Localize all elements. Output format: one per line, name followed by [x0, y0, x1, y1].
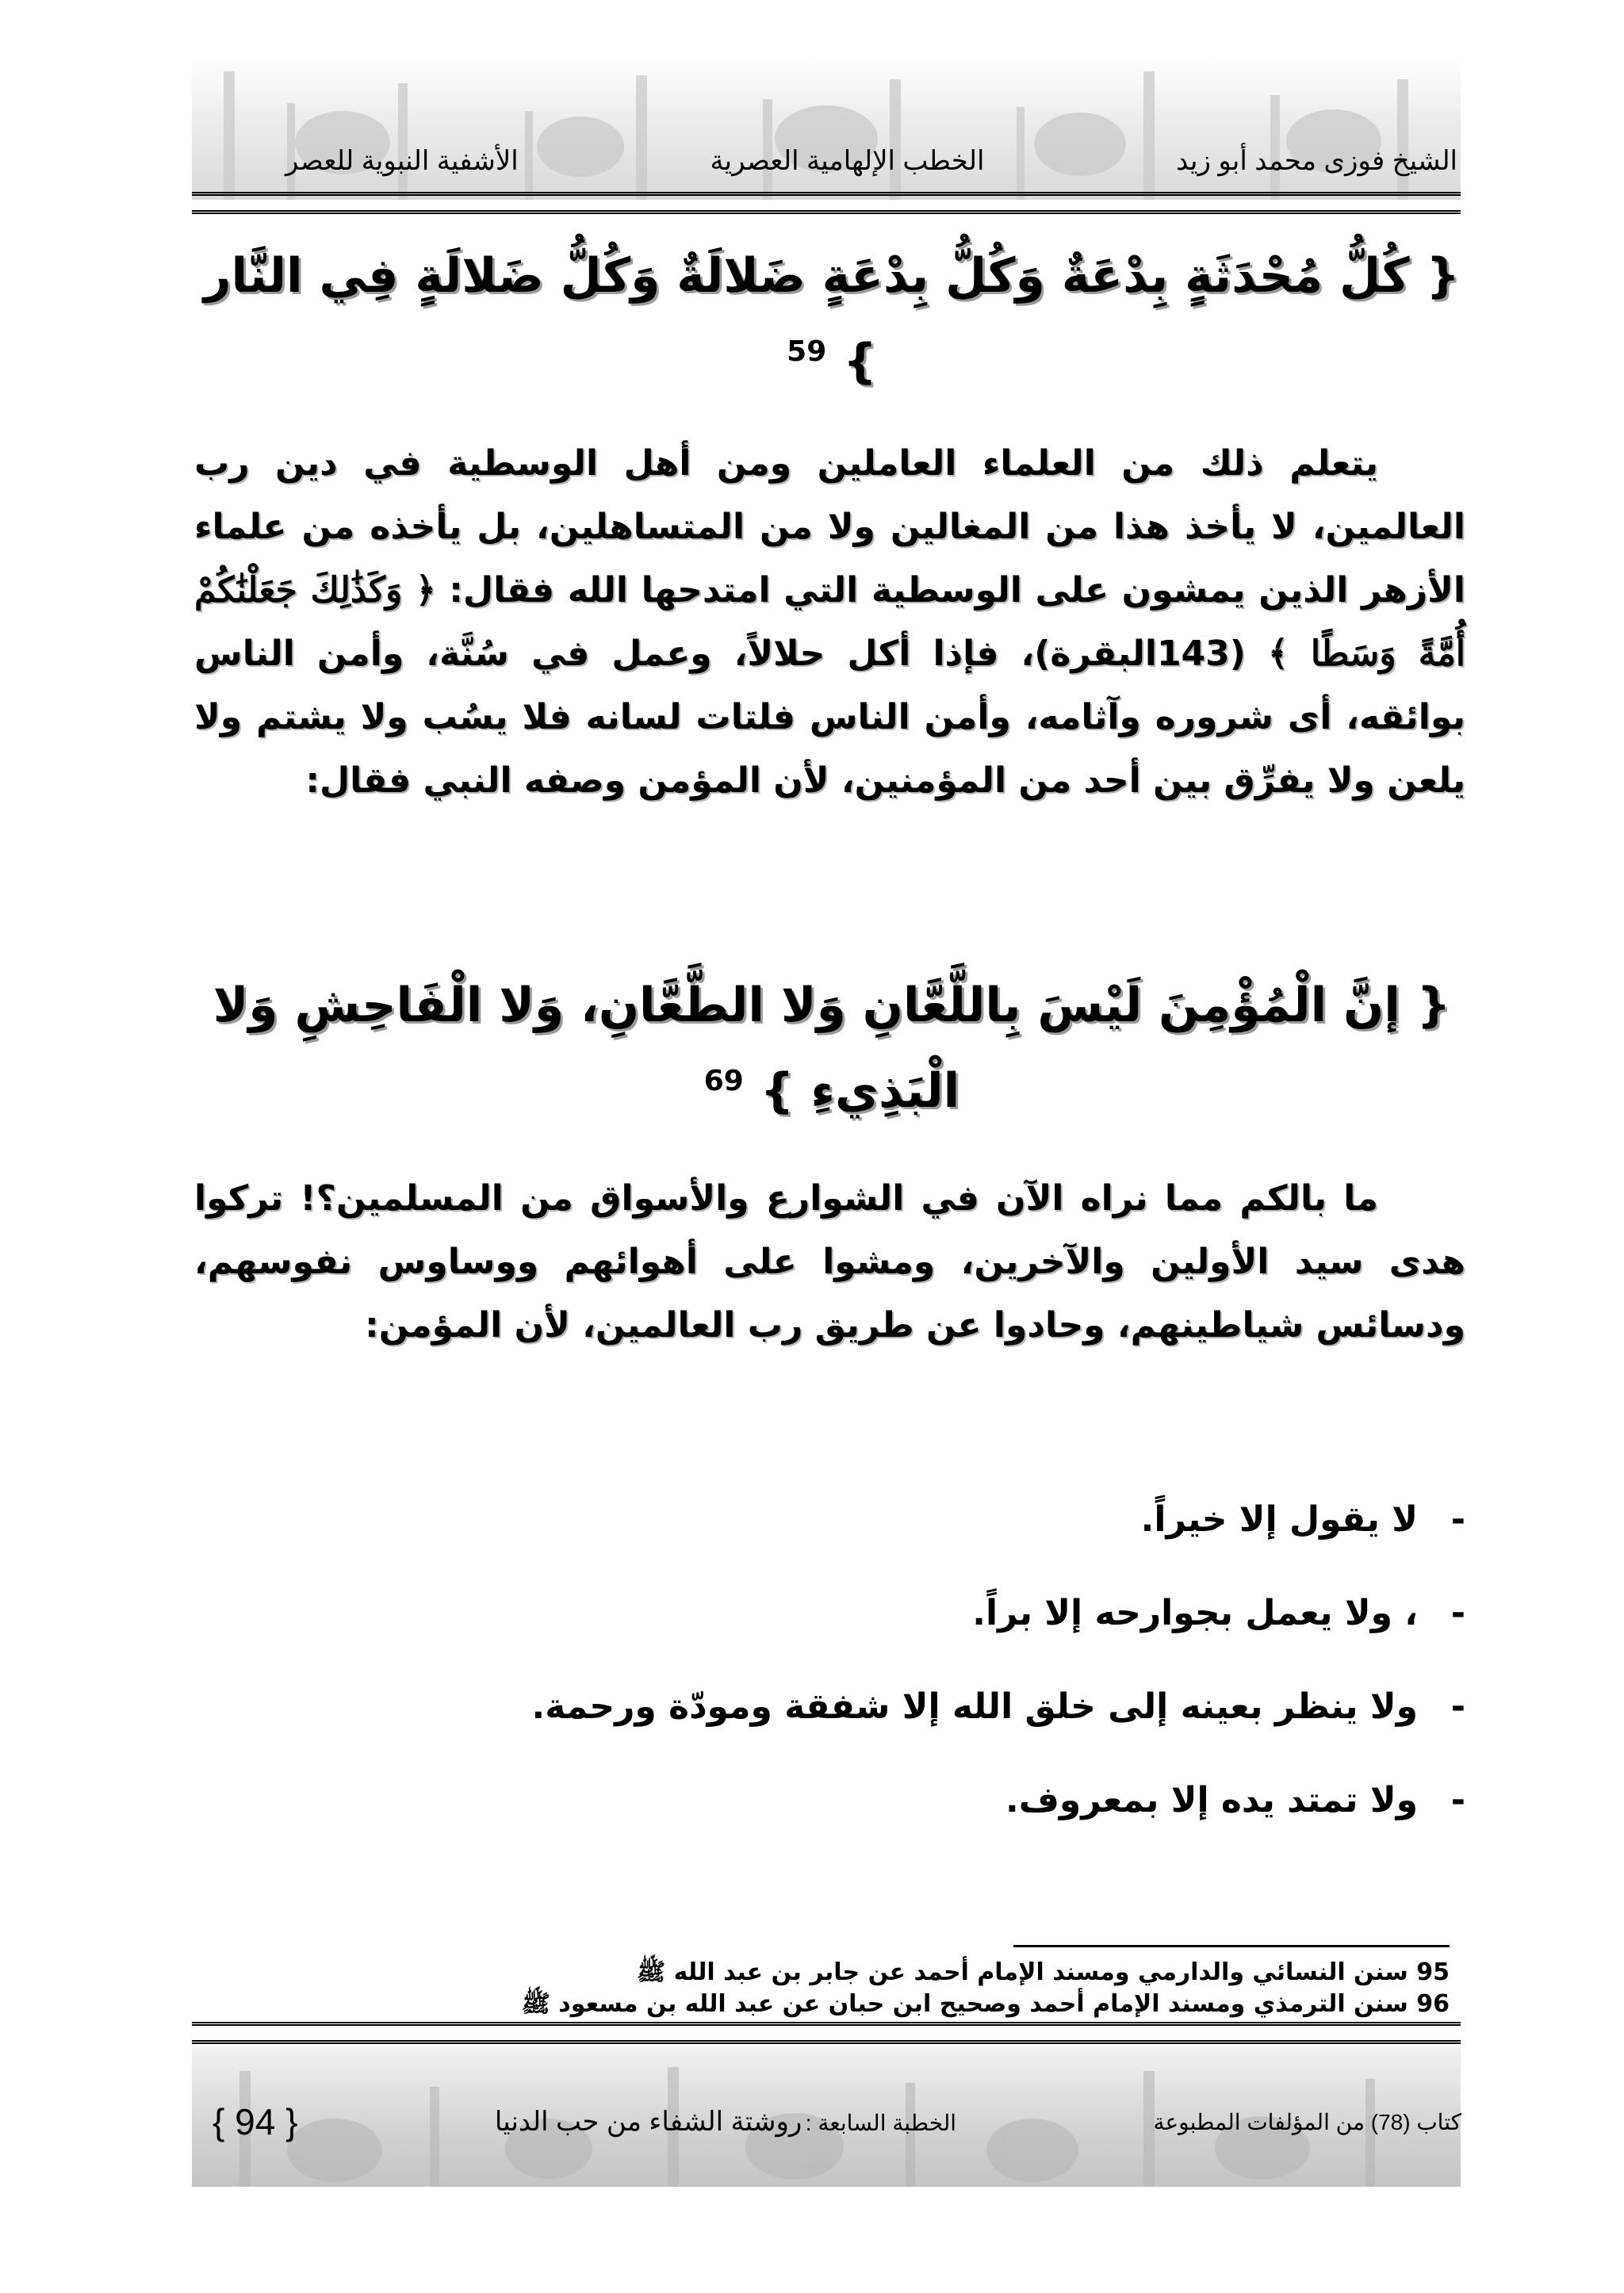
hadith-1-text: { كُلُّ مُحْدَثَةٍ بِدْعَةٌ وَكُلُّ بِدْعَةٍ ضَلالَةٌ وَكُلُّ ضَلالَةٍ فِي النَّار	[203, 248, 1461, 304]
list-item: - ، ولا يعمل بجوارحه إلا براً.	[555, 1567, 1465, 1660]
list-item: - لا يقول إلا خيراً.	[555, 1473, 1465, 1567]
page-number: { 94 }	[213, 2101, 298, 2142]
footer-sermon-label: الخطبة السابعة :	[805, 2111, 957, 2135]
footnote-separator	[1013, 1945, 1450, 1947]
footer-sermon-title: روشتة الشفاء من حب الدنيا	[494, 2107, 802, 2137]
footer-book-number: كتاب (78) من المؤلفات المطبوعة	[1153, 2109, 1461, 2134]
header-author: الشيخ فوزى محمد أبو زيد	[1176, 146, 1457, 176]
hadith-1-close: }	[843, 334, 877, 389]
paragraph-2-text: ما بالكم مما نراه الآن في الشوارع والأسواق من المسلمين؟! تركوا هدى سيد الأولين والآخرين، ومشوا على أهوائهم ووساوس نفوسهم، ودسائس شياطينهم، وحادوا عن طريق رب العالمين، لأن المؤمن:	[194, 1178, 1465, 1346]
believer-traits-list	[531, 1473, 1465, 1847]
header-series: الخطب الإلهامية العصرية	[710, 146, 985, 176]
header-divider	[192, 192, 1461, 214]
footnote-96: 96 سنن الترمذي ومسند الإمام أحمد وصحيح ابن حبان عن عبد الله بن مسعود ﷺ	[521, 1990, 1450, 2018]
hadith-block-2	[198, 967, 1465, 1129]
list-item: - ولا تمتد يده إلا بمعروف.	[555, 1754, 1465, 1847]
hadith-block-1	[198, 238, 1465, 400]
paragraph-2	[194, 1167, 1465, 1357]
quran-verse: وَكَذَٰلِكَ جَعَلْنَٰكُمْ أُمَّةً وَسَطًا	[194, 570, 1465, 674]
list-item: - ولا ينظر بعينه إلى خلق الله إلا شفقة ومودّة ورحمة.	[555, 1660, 1465, 1754]
hadith-1-end	[198, 314, 1465, 400]
footer-divider	[192, 2022, 1461, 2044]
footer-sermon	[495, 2106, 956, 2138]
paragraph-1-part-2: ﴾ (143البقرة)، فإذا أكل حلالاً، وعمل في سُنَّة، وأمن الناس بوائقه، أى شروره وآثامه، وأمن الناس فلتات لسانه فلا يسُب ولا يشتم ولا يلعن ولا يفرِّق بين أحد من المؤمنين، لأن المؤمن وصفه النبي فقال:	[194, 634, 1465, 801]
hadith-2-footnote-ref: 69	[703, 1065, 744, 1097]
hadith-2-text: { إنَّ الْمُؤْمِنَ لَيْسَ بِاللَّعَّانِ وَلا الطَّعَّانِ، وَلا الْفَاحِشِ وَلا الْبَذِيءِ }	[213, 978, 1451, 1119]
paragraph-1-part-1: يتعلم ذلك من العلماء العاملين ومن أهل الوسطية في دين رب العالمين، لا يأخذ هذا من المغالين ولا من المتساهلين، بل يأخذه من علماء الأزهر الذين يمشون على الوسطية التي امتدحها الله فقال: ﴿	[194, 443, 1466, 611]
running-header	[285, 141, 1457, 181]
footnote-95: 95 سنن النسائي والدارمي ومسند الإمام أحمد عن جابر بن عبد الله ﷺ	[636, 1958, 1450, 1986]
header-book-title: الأشفية النبوية للعصر	[285, 146, 519, 176]
running-footer	[213, 2098, 1461, 2146]
hadith-1-footnote-ref: 59	[787, 335, 827, 368]
paragraph-1	[194, 432, 1465, 813]
